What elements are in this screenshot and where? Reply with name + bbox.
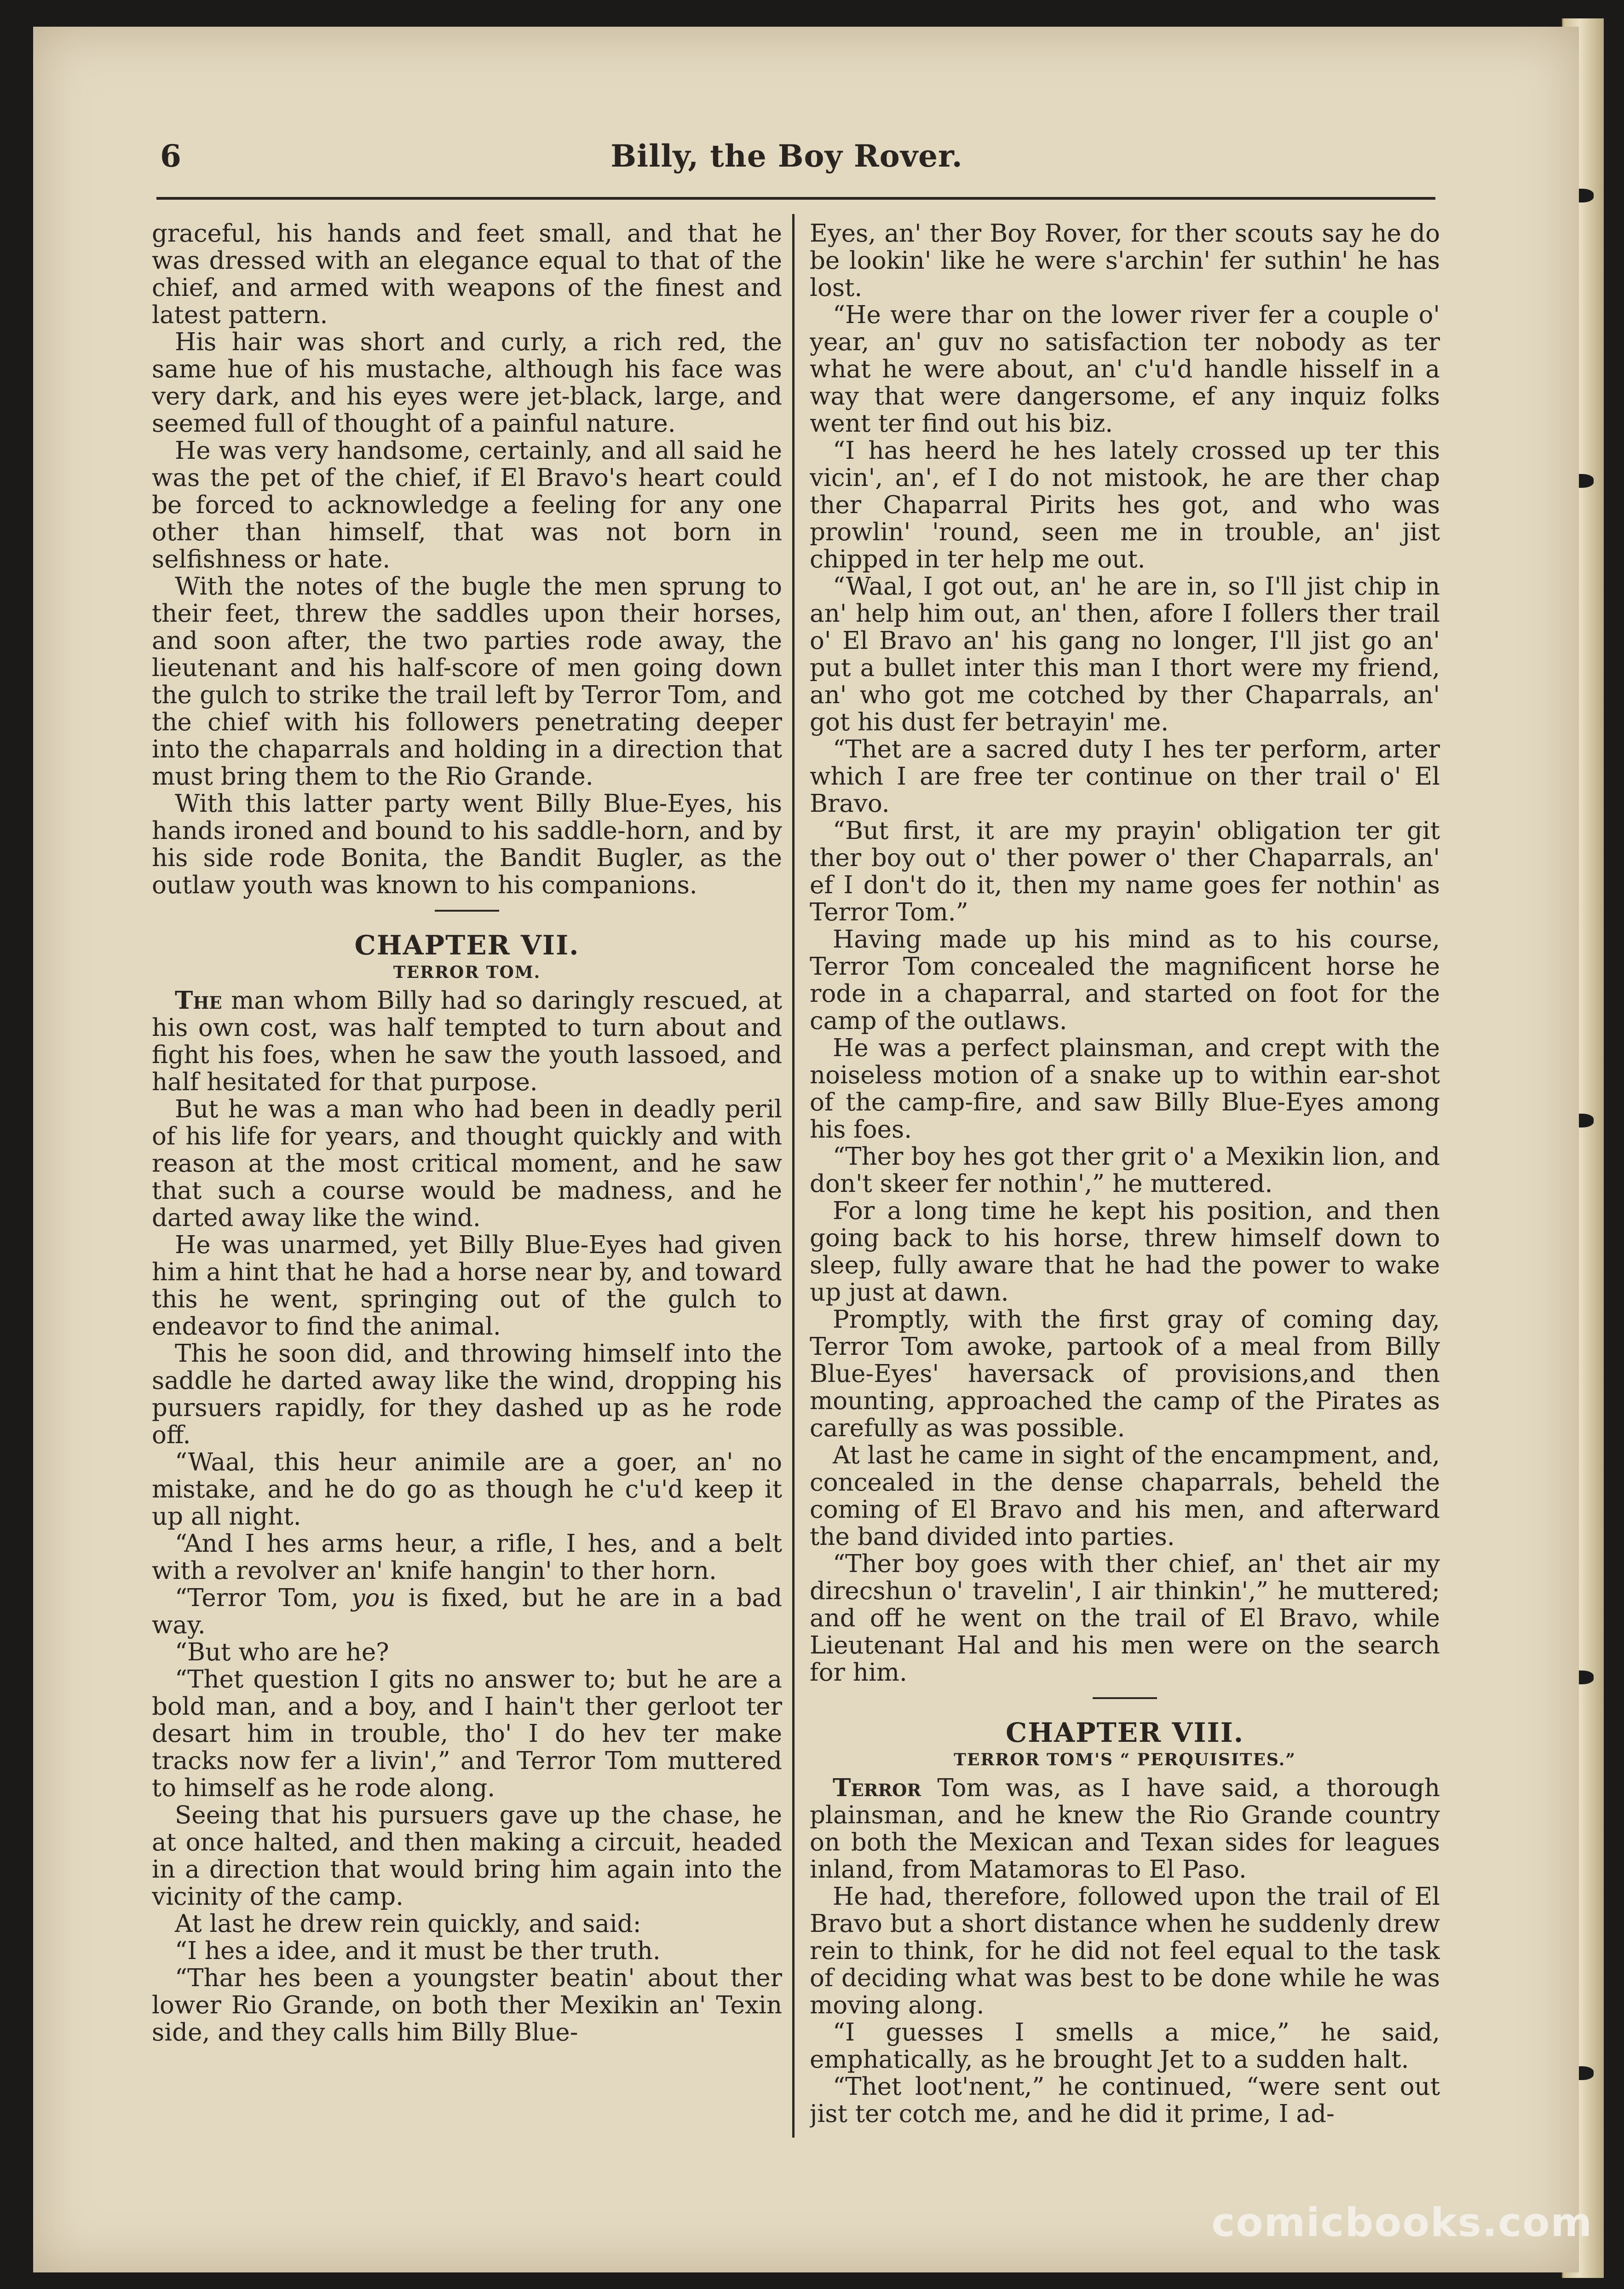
- paragraph: [152, 1584, 782, 1639]
- paragraph: “But first, it are my prayin' obligation ter git ther boy out o' ther power o' ther Chaparrals, an' ef I don't do it, then my name goes fer nothin' as Terror Tom.”: [810, 817, 1440, 926]
- watermark: comicbooks.com: [1211, 2200, 1593, 2246]
- running-title: Billy, the Boy Rover.: [610, 138, 963, 174]
- header-rule: [156, 197, 1435, 200]
- paragraph-text: is fixed, but he are in a bad way.: [152, 1584, 782, 1639]
- right-column: [810, 220, 1440, 2167]
- paragraph: “But who are he?: [175, 1638, 389, 1666]
- paragraph: Promptly, with the first gray of coming day, Terror Tom awoke, partook of a meal from Billy Blue-Eyes' haversack of provisions,and then mounting, approached the camp of the Pirates as carefully as was possible.: [810, 1306, 1440, 1442]
- paragraph: “I hes a idee, and it must be ther truth.: [175, 1937, 661, 1965]
- paragraph-text: Tom was, as I have said, a thorough plainsman, and he knew the Rio Grande country on both the Mexican and Texan sides for leagues inland, from Matamoras to El Paso.: [810, 1774, 1440, 1884]
- page-number: 6: [160, 138, 181, 174]
- paragraph: “Ther boy hes got ther grit o' a Mexikin lion, and don't skeer fer nothin',” he muttered.: [810, 1143, 1440, 1198]
- paragraph: “I has heerd he hes lately crossed up ter this vicin', an', ef I do not mistook, he are ther chap ther Chaparral Pirits hes got, and who was prowlin' 'round, seen me in trouble, an' jist chipped in ter help me out.: [810, 437, 1440, 573]
- emphasis: you: [351, 1584, 396, 1612]
- chapter-subtitle: TERROR TOM'S “ PERQUISITES.”: [954, 1750, 1296, 1769]
- paragraph: At last he came in sight of the encampment, and, concealed in the dense chaparrals, beheld the coming of El Bravo and his men, and afterward the band divided into parties.: [810, 1441, 1440, 1551]
- left-column: [152, 220, 782, 2167]
- paragraph: Having made up his mind as to his course, Terror Tom concealed the magnificent horse he rode in a chaparral, and started on foot for the camp of the outlaws.: [810, 925, 1440, 1035]
- page-header: [143, 138, 1431, 193]
- paragraph: “Ther boy goes with ther chief, an' thet air my direcshun o' travelin', I air thinkin',” he muttered; and off he went on the trail of El Bravo, while Lieutenant Hal and his men were on the search for him.: [810, 1550, 1440, 1687]
- paragraph: “Waal, this heur animile are a goer, an' no mistake, and he do go as though he c'u'd keep it up all night.: [152, 1448, 782, 1531]
- paragraph: He had, therefore, followed upon the trail of El Bravo but a short distance when he suddenly drew rein to think, for he did not feel equal to the task of deciding what was best to be done while he was moving along.: [810, 1883, 1440, 2019]
- paragraph: “I guesses I smells a mice,” he said, emphatically, as he brought Jet to a sudden halt.: [810, 2018, 1440, 2074]
- paragraph: “He were thar on the lower river fer a couple o' year, an' guv no satisfaction ter nobody as ter what he were about, an' c'u'd handle hisself in a way that were dangersome, ef any inquiz folks went ter find out his biz.: [810, 301, 1440, 438]
- chapter-break-rule: [435, 910, 499, 912]
- paragraph: He was very handsome, certainly, and all said he was the pet of the chief, if El Bravo's heart could be forced to acknowledge a feeling for any one other than himself, that was not born in selfishness or hate.: [152, 437, 782, 573]
- column-divider: [792, 214, 795, 2138]
- paragraph: Eyes, an' ther Boy Rover, for ther scouts say he do be lookin' like he were s'archin' fer suthin' he has lost.: [810, 220, 1440, 302]
- paragraph: “Thet question I gits no answer to; but he are a bold man, and a boy, and I hain't ther gerloot ter desart him in trouble, tho' I do hev ter make tracks now fer a livin',” and Terror Tom muttered to himself as he rode along.: [152, 1665, 782, 1802]
- paragraph: graceful, his hands and feet small, and that he was dressed with an elegance equal to that of the chief, and armed with weapons of the finest and latest pattern.: [152, 220, 782, 329]
- lead-word: Terror: [833, 1774, 921, 1802]
- paragraph: At last he drew rein quickly, and said:: [175, 1910, 641, 1938]
- paragraph: With this latter party went Billy Blue-Eyes, his hands ironed and bound to his saddle-horn, and by his side rode Bonita, the Bandit Bugler, as the outlaw youth was known to his companions.: [152, 790, 782, 899]
- paragraph: For a long time he kept his position, and then going back to his horse, threw himself down to sleep, fully aware that he had the power to wake up just at dawn.: [810, 1197, 1440, 1306]
- paragraph: “Thet loot'nent,” he continued, “were sent out jist ter cotch me, and he did it prime, I ad-: [810, 2073, 1440, 2128]
- chapter-title: CHAPTER VII.: [354, 930, 580, 961]
- paragraph: His hair was short and curly, a rich red, the same hue of his mustache, although his face was very dark, and his eyes were jet-black, large, and seemed full of thought of a painful nature.: [152, 328, 782, 438]
- paragraph-text: man whom Billy had so daringly rescued, at his own cost, was half tempted to turn about and fight his foes, when he saw the youth lassoed, and half hesitated for that purpose.: [152, 987, 782, 1096]
- paragraph: “And I hes arms heur, a rifle, I hes, and a belt with a revolver an' knife hangin' to ther horn.: [152, 1530, 782, 1585]
- paragraph: But he was a man who had been in deadly peril of his life for years, and thought quickly and with reason at the most critical moment, and he saw that such a course would be madness, and he darted away like the wind.: [152, 1095, 782, 1232]
- paragraph: “Thet are a sacred duty I hes ter perform, arter which I are free ter continue on ther trail o' El Bravo.: [810, 735, 1440, 818]
- paragraph: With the notes of the bugle the men sprung to their feet, threw the saddles upon their horses, and soon after, the two parties rode away, the lieutenant and his half-score of men going down the gulch to strike the trail left by Terror Tom, and the chief with his followers penetrating deeper into the chaparrals and holding in a direction that must bring them to the Rio Grande.: [152, 572, 782, 791]
- paragraph: Seeing that his pursuers gave up the chase, he at once halted, and then making a circuit, headed in a direction that would bring him again into the vicinity of the camp.: [152, 1801, 782, 1911]
- paragraph: [810, 1775, 1440, 1883]
- lead-word: The: [175, 986, 222, 1015]
- paragraph: He was unarmed, yet Billy Blue-Eyes had given him a hint that he had a horse near by, and toward this he went, springing out of the gulch to endeavor to find the animal.: [152, 1231, 782, 1341]
- chapter-break-rule: [1093, 1697, 1157, 1699]
- chapter-subtitle: TERROR TOM.: [393, 963, 541, 982]
- paragraph: “Waal, I got out, an' he are in, so I'll jist chip in an' help him out, an' then, afore I follers ther trail o' El Bravo an' his gang no longer, I'll jist go an' put a bullet inter this man I thort were my friend, an' who got me cotched by ther Chaparrals, an' got his dust fer betrayin' me.: [810, 572, 1440, 736]
- paragraph: “Thar hes been a youngster beatin' about ther lower Rio Grande, on both ther Mexikin an' Texin side, and they calls him Billy Blue-: [152, 1964, 782, 2046]
- chapter-title: CHAPTER VIII.: [1006, 1717, 1244, 1748]
- paragraph: [152, 987, 782, 1096]
- paragraph-text: “Terror Tom,: [175, 1584, 351, 1612]
- paragraph: He was a perfect plainsman, and crept with the noiseless motion of a snake up to within ear-shot of the camp-fire, and saw Billy Blue-Eyes among his foes.: [810, 1034, 1440, 1144]
- paragraph: This he soon did, and throwing himself into the saddle he darted away like the wind, dropping his pursuers rapidly, for they dashed up as he rode off.: [152, 1340, 782, 1449]
